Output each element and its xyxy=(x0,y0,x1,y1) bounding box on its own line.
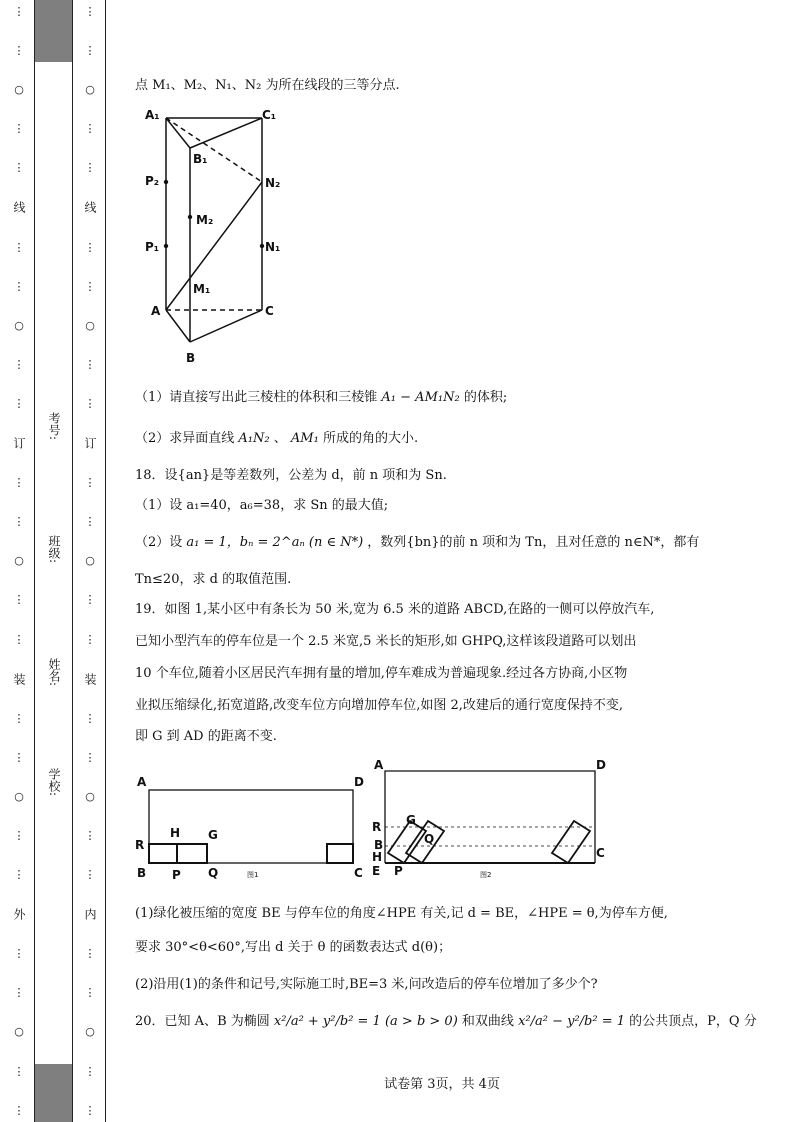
margin-line-inner xyxy=(105,0,106,1122)
q19-part2: (2)沿用(1)的条件和记号,实际施工时,BE=3 米,问改造后的停车位增加了多少个? xyxy=(135,977,598,992)
p1-caption: 图1 xyxy=(247,871,259,879)
q18-part2-expr: a₁ = 1，bₙ = 2^aₙ (n ∈ N*) xyxy=(186,535,364,550)
p2-label-B: B xyxy=(374,838,384,852)
outer-mark-4: ○ xyxy=(14,554,24,568)
q17-part2 xyxy=(135,427,418,446)
figure-prism xyxy=(130,100,310,370)
p1-label-R: R xyxy=(135,838,145,852)
margin-top-block xyxy=(34,0,72,62)
p2-label-H: H xyxy=(372,850,383,864)
label-M1: M₁ xyxy=(193,282,211,296)
outer-mark-0: ○ xyxy=(14,83,24,97)
label-P1: P₁ xyxy=(145,240,160,254)
q17-part2-b: 所成的角的大小. xyxy=(322,431,419,446)
outer-mark-1: 线 xyxy=(12,201,26,214)
p2-label-P: P xyxy=(394,864,403,878)
q17-part2-sep: 、 xyxy=(273,431,287,446)
p1-label-P: P xyxy=(172,868,181,882)
q18-part2-c: Tn≤20，求 d 的取值范围. xyxy=(135,572,292,587)
outer-binding-column: ⋮ ⋮ ○ ⋮ ⋮ 线 ⋮ ⋮ ○ ⋮ ⋮ 订 ⋮ ⋮ ○ ⋮ ⋮ 装 ⋮ ⋮ ○ ⋮ ⋮ 外 ⋮ ⋮ ○ ⋮ ⋮ xyxy=(12,5,26,1117)
outer-mark-5: 装 xyxy=(12,672,26,685)
q20-line xyxy=(135,1010,757,1029)
q17-part1 xyxy=(135,386,507,405)
q19-line-1: 已知小型汽车的停车位是一个 2.5 米宽,5 米长的矩形,如 GHPQ,这样该段道路可以划出 xyxy=(135,634,637,649)
q19-line-2: 10 个车位,随着小区居民汽车拥有量的增加,停车难成为普遍现象.经过各方协商,小区物 xyxy=(135,666,628,681)
p1-label-D: D xyxy=(354,775,364,789)
inner-mark-5: 装 xyxy=(83,672,97,685)
label-B1: B₁ xyxy=(193,152,208,166)
label-A: A xyxy=(151,304,161,318)
inner-mark-0: ○ xyxy=(85,83,95,97)
q17-part1-b: 的体积; xyxy=(463,390,508,405)
q17-part2-expr2: AM₁ xyxy=(290,431,319,446)
p2-caption: 图2 xyxy=(480,871,492,879)
p1-label-H: H xyxy=(170,826,181,840)
inner-mark-8: ○ xyxy=(85,1025,95,1039)
margin-line-left xyxy=(34,0,35,1122)
q19-line-0: 19．如图 1,某小区中有条长为 50 米,宽为 6.5 米的道路 ABCD,在路的一侧可以停放汽车, xyxy=(135,602,655,617)
intro-line: 点 M₁、M₂、N₁、N₂ 为所在线段的三等分点. xyxy=(135,78,400,93)
q20-b: 和双曲线 xyxy=(461,1014,514,1029)
q18-stem: 18．设{an}是等差数列，公差为 d，前 n 项和为 Sn. xyxy=(135,468,447,483)
field-class: 班级: xyxy=(47,535,61,564)
q20-hyperbola: x²/a² − y²/b² = 1 xyxy=(518,1014,626,1029)
inner-binding-column: ⋮ ⋮ ○ ⋮ ⋮ 线 ⋮ ⋮ ○ ⋮ ⋮ 订 ⋮ ⋮ ○ ⋮ ⋮ 装 ⋮ ⋮ ○ ⋮ ⋮ 内 ⋮ ⋮ ○ ⋮ ⋮ xyxy=(83,5,97,1117)
label-N2: N₂ xyxy=(265,176,281,190)
outer-mark-7: 外 xyxy=(12,908,26,921)
page-footer: 试卷第 3页，共 4页 xyxy=(384,1077,500,1092)
q18-part2-a: （2）设 xyxy=(135,535,183,550)
p1-label-Q: Q xyxy=(208,866,219,880)
q19-line-3: 业拟压缩绿化,拓宽道路,改变车位方向增加停车位,如图 2,改建后的通行宽度保持不变, xyxy=(135,698,624,713)
q17-part1-expr: A₁ − AM₁N₂ xyxy=(381,390,460,405)
p2-label-Q: Q xyxy=(424,832,435,846)
q20-c: 的公共顶点，P，Q 分 xyxy=(629,1014,757,1029)
label-C1: C₁ xyxy=(262,108,277,122)
label-P2: P₂ xyxy=(145,174,160,188)
p1-label-C: C xyxy=(354,866,363,880)
label-M2: M₂ xyxy=(196,213,214,227)
label-B: B xyxy=(186,351,196,365)
inner-mark-1: 线 xyxy=(83,201,97,214)
label-C: C xyxy=(265,304,274,318)
q19-part1-a: (1)绿化被压缩的宽度 BE 与停车位的角度∠HPE 有关,记 d = BE，∠HPE = θ,为停车方便, xyxy=(135,906,668,921)
p2-label-D: D xyxy=(596,758,606,772)
q18-part2-b: ，数列{bn}的前 n 项和为 Tn，且对任意的 n∈N*，都有 xyxy=(367,535,700,550)
inner-mark-4: ○ xyxy=(85,554,95,568)
q19-part1-b: 要求 30°<θ<60°,写出 d 关于 θ 的函数表达式 d(θ)； xyxy=(135,940,452,955)
p2-label-R: R xyxy=(372,820,382,834)
field-school: 学校: xyxy=(47,768,61,797)
label-A1: A₁ xyxy=(145,108,160,122)
p2-label-E: E xyxy=(372,864,381,878)
p2-label-A: A xyxy=(374,758,384,772)
q18-part1: （1）设 a₁=40，a₆=38，求 Sn 的最大值; xyxy=(135,498,389,513)
field-exam-number: 考号: xyxy=(47,412,61,441)
outer-mark-6: ○ xyxy=(14,789,24,803)
p2-label-G: G xyxy=(406,813,416,827)
q19-line-4: 即 G 到 AD 的距离不变. xyxy=(135,729,277,744)
outer-mark-3: 订 xyxy=(12,437,26,450)
p1-label-A: A xyxy=(137,775,147,789)
outer-mark-8: ○ xyxy=(14,1025,24,1039)
p1-label-B: B xyxy=(137,866,147,880)
q17-part2-expr1: A₁N₂ xyxy=(238,431,270,446)
inner-mark-6: ○ xyxy=(85,789,95,803)
q17-part1-a: （1）请直接写出此三棱柱的体积和三棱锥 xyxy=(135,390,378,405)
inner-mark-2: ○ xyxy=(85,318,95,332)
field-name: 姓名: xyxy=(47,658,61,687)
q18-part2 xyxy=(135,531,699,550)
inner-mark-7: 内 xyxy=(83,908,97,921)
p2-label-C: C xyxy=(596,846,605,860)
q20-a: 20．已知 A、B 为椭圆 xyxy=(135,1014,270,1029)
q17-part2-a: （2）求异面直线 xyxy=(135,431,235,446)
figure-parking1 xyxy=(135,770,365,880)
label-N1: N₁ xyxy=(265,240,281,254)
q20-ellipse: x²/a² + y²/b² = 1 (a > b > 0) xyxy=(273,1014,458,1029)
inner-mark-3: 订 xyxy=(83,437,97,450)
margin-line-right xyxy=(72,0,73,1122)
outer-mark-2: ○ xyxy=(14,318,24,332)
p1-label-G: G xyxy=(208,828,218,842)
